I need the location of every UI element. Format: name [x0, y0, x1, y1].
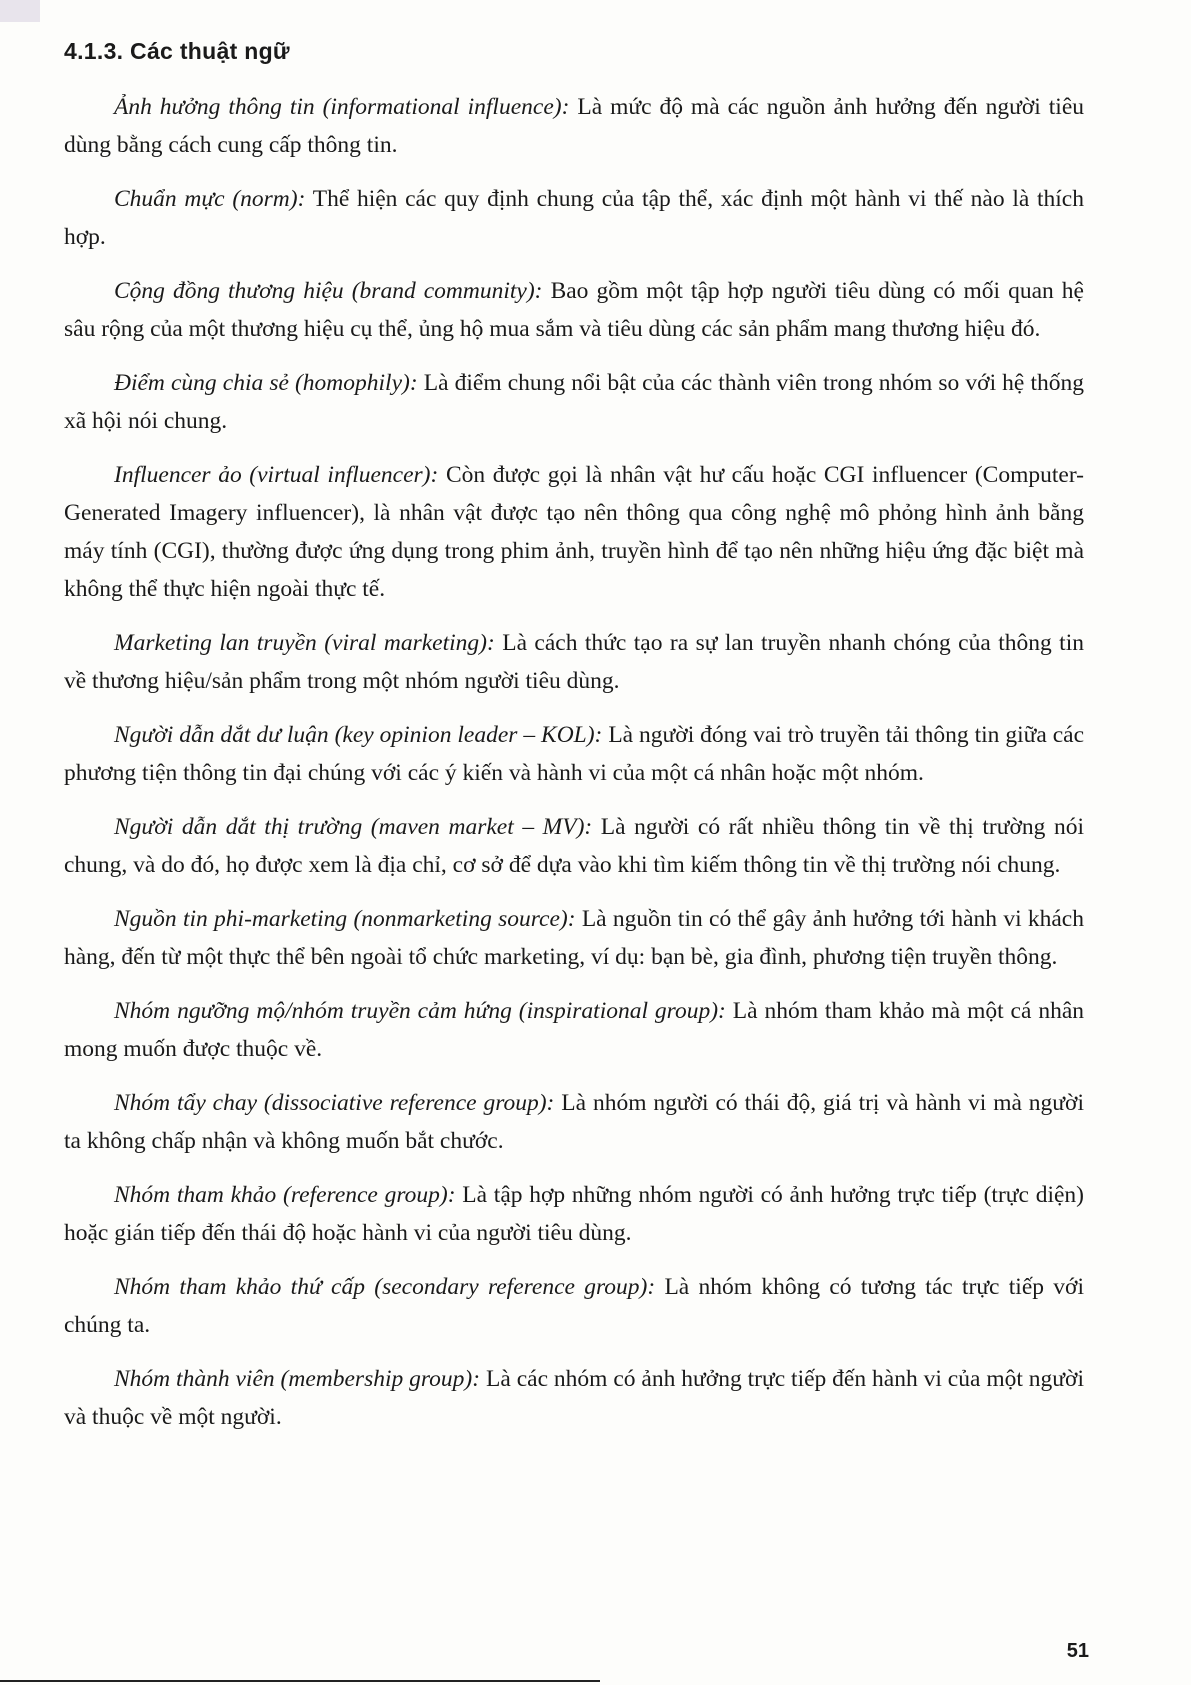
glossary-entry [64, 180, 1084, 256]
glossary-definition: Là nhóm tham khảo mà một cá nhân mong muốn được thuộc về. [64, 998, 1085, 1062]
glossary-entry [64, 900, 1084, 976]
glossary-entry [64, 808, 1084, 884]
glossary-entry [64, 456, 1084, 608]
glossary-definition: Bao gồm một tập hợp người tiêu dùng có mối quan hệ sâu rộng của một thương hiệu cụ thể, ủng hộ mua sắm và tiêu dùng các sản phẩm mang thương hiệu đó. [64, 278, 1084, 342]
bottom-rule [0, 1680, 600, 1682]
glossary-entry [64, 88, 1084, 164]
glossary-definition: Là người có rất nhiều thông tin về thị trường nói chung, và do đó, họ được xem là địa chỉ, cơ sở để dựa vào khi tìm kiếm thông tin về thị trường nói chung. [64, 814, 1084, 878]
glossary-term: Nhóm tẩy chay (dissociative reference group): [114, 1090, 555, 1116]
glossary-definition: Là mức độ mà các nguồn ảnh hưởng đến người tiêu dùng bằng cách cung cấp thông tin. [64, 94, 1084, 158]
glossary-term: Người dẫn dắt dư luận (key opinion leader – KOL): [114, 722, 603, 748]
glossary-term: Nhóm thành viên (membership group): [114, 1366, 481, 1392]
glossary-definition: Là người đóng vai trò truyền tải thông tin giữa các phương tiện thông tin đại chúng với các ý kiến và hành vi của một cá nhân hoặc một nhóm. [64, 722, 1085, 786]
glossary-definition: Là các nhóm có ảnh hưởng trực tiếp đến hành vi của một người và thuộc về một người. [64, 1366, 1084, 1430]
glossary-list [64, 88, 1084, 1452]
corner-mark [0, 0, 40, 22]
glossary-term: Nguồn tin phi-marketing (nonmarketing source): [114, 906, 576, 932]
glossary-definition: Là điểm chung nổi bật của các thành viên trong nhóm so với hệ thống xã hội nói chung. [64, 370, 1084, 434]
glossary-term: Influencer ảo (virtual influencer): [114, 462, 439, 488]
glossary-entry [64, 1084, 1084, 1160]
glossary-definition: Là tập hợp những nhóm người có ảnh hưởng trực tiếp (trực diện) hoặc gián tiếp đến thái độ hoặc hành vi của người tiêu dùng. [64, 1182, 1084, 1246]
page-number: 51 [1066, 1640, 1089, 1662]
glossary-entry [64, 1176, 1084, 1252]
glossary-entry [64, 624, 1084, 700]
glossary-term: Người dẫn dắt thị trường (maven market – MV): [114, 814, 593, 840]
glossary-definition: Còn được gọi là nhân vật hư cấu hoặc CGI influencer (Computer-Generated Imagery influencer), là nhân vật được tạo nên thông qua công nghệ mô phỏng hình ảnh bằng máy tính (CGI), thường được ứng dụng trong phim ảnh, truyền hình để tạo nên những hiệu ứng đặc biệt mà không thể thực hiện ngoài thực tế. [64, 462, 1085, 602]
glossary-term: Cộng đồng thương hiệu (brand community): [114, 278, 543, 304]
glossary-term: Nhóm tham khảo thứ cấp (secondary reference group): [114, 1274, 656, 1300]
glossary-definition: Thể hiện các quy định chung của tập thể, xác định một hành vi thế nào là thích hợp. [64, 186, 1084, 250]
glossary-definition: Là cách thức tạo ra sự lan truyền nhanh chóng của thông tin về thương hiệu/sản phẩm trong một nhóm người tiêu dùng. [64, 630, 1084, 694]
glossary-definition: Là nhóm người có thái độ, giá trị và hành vi mà người ta không chấp nhận và không muốn bắt chước. [64, 1090, 1084, 1154]
glossary-entry [64, 716, 1084, 792]
glossary-term: Điểm cùng chia sẻ (homophily): [114, 370, 418, 396]
glossary-entry [64, 364, 1084, 440]
glossary-entry [64, 992, 1084, 1068]
glossary-term: Marketing lan truyền (viral marketing): [114, 630, 495, 656]
glossary-term: Nhóm ngưỡng mộ/nhóm truyền cảm hứng (inspirational group): [114, 998, 726, 1024]
glossary-entry [64, 1268, 1084, 1344]
section-heading: 4.1.3. Các thuật ngữ [64, 38, 290, 64]
glossary-definition: Là nhóm không có tương tác trực tiếp với chúng ta. [64, 1274, 1084, 1338]
glossary-entry [64, 272, 1084, 348]
glossary-term: Nhóm tham khảo (reference group): [114, 1182, 456, 1208]
glossary-term: Ảnh hưởng thông tin (informational influence): [114, 94, 570, 120]
glossary-entry [64, 1360, 1084, 1436]
glossary-definition: Là nguồn tin có thể gây ảnh hưởng tới hành vi khách hàng, đến từ một thực thể bên ngoài tổ chức marketing, ví dụ: bạn bè, gia đình, phương tiện truyền thông. [64, 906, 1084, 970]
glossary-term: Chuẩn mực (norm): [114, 186, 306, 212]
